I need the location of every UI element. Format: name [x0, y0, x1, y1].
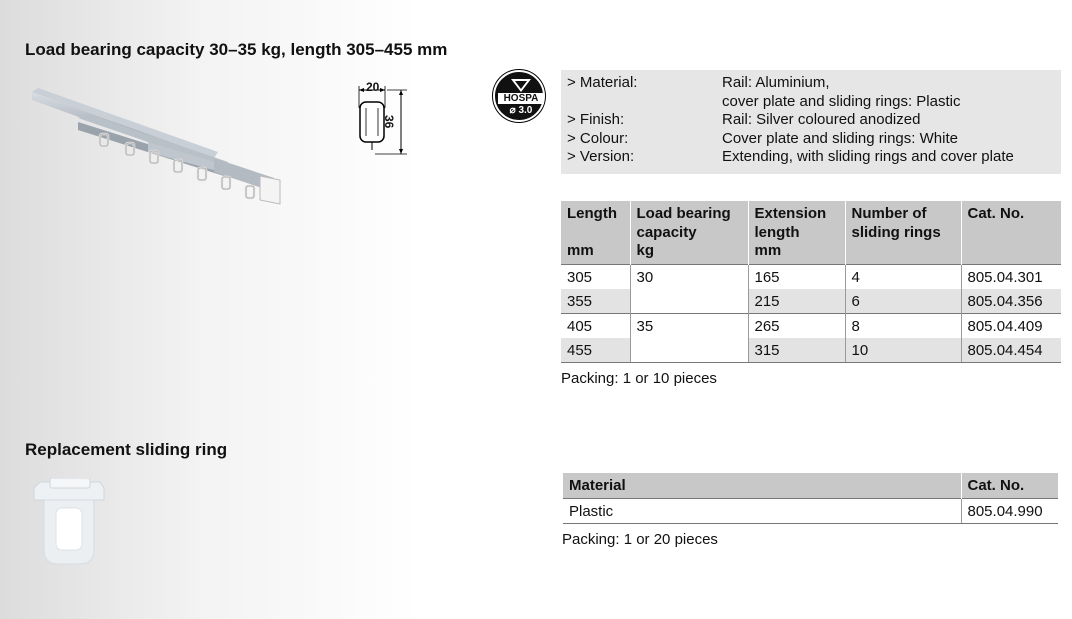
table-cell: 805.04.301: [961, 264, 1061, 289]
table-cell: 355: [561, 289, 630, 314]
table-header-row: [561, 201, 1061, 264]
header-sliding-rings: Number of sliding rings: [845, 201, 961, 264]
table-cell: [630, 289, 748, 314]
table-cell: 10: [845, 338, 961, 363]
packing-info: Packing: 1 or 10 pieces: [561, 370, 717, 387]
spec-value: cover plate and sliding rings: Plastic: [722, 92, 961, 110]
table-cell: 455: [561, 338, 630, 363]
header-extension-length: Extension length mm: [748, 201, 845, 264]
table-cell: 8: [845, 313, 961, 338]
table-cell: 805.04.454: [961, 338, 1061, 363]
table-cell: 35: [630, 313, 748, 338]
header-load-capacity: Load bearing capacity kg: [630, 201, 748, 264]
table-row: [561, 313, 1061, 338]
ring-table: [563, 473, 1058, 524]
product-table: [561, 201, 1061, 363]
spec-label: > Material:: [567, 74, 638, 91]
rail-image: [28, 80, 288, 215]
header-material: Material: [563, 473, 961, 499]
table-cell: 805.04.990: [961, 499, 1058, 524]
table-cell: 305: [561, 264, 630, 289]
table-header-row: [563, 473, 1058, 499]
table-cell: 805.04.356: [961, 289, 1061, 314]
table-cell: 215: [748, 289, 845, 314]
table-cell: 405: [561, 313, 630, 338]
profile-dimension-drawing: [345, 78, 415, 162]
table-cell: 4: [845, 264, 961, 289]
packing-info-ring: Packing: 1 or 20 pieces: [562, 531, 718, 548]
table-row: [561, 338, 1061, 363]
spec-label: > Version:: [567, 148, 635, 165]
page-title: Load bearing capacity 30–35 kg, length 305–455 mm: [25, 40, 448, 59]
spec-label: > Finish:: [567, 111, 625, 128]
header-length: Length mm: [561, 201, 630, 264]
table-cell: [630, 338, 748, 363]
table-row: [561, 264, 1061, 289]
table-row: [563, 499, 1058, 524]
dimension-width-label: 20: [366, 80, 380, 94]
table-row: [561, 289, 1061, 314]
table-cell: 30: [630, 264, 748, 289]
hospa-logo: [493, 70, 545, 122]
spec-value: Extending, with sliding rings and cover plate: [722, 148, 1014, 165]
specifications-box: [561, 70, 1061, 174]
hospa-logo-text: HOSPA: [503, 93, 539, 104]
header-cat-no: Cat. No.: [961, 201, 1061, 264]
spec-value: Rail: Aluminium,: [722, 74, 830, 91]
sliding-ring-image: [30, 478, 110, 570]
table-cell: Plastic: [563, 499, 961, 524]
header-cat-no: Cat. No.: [961, 473, 1058, 499]
table-cell: 315: [748, 338, 845, 363]
hospa-logo-subtext: ⌀ 3.0: [509, 105, 533, 116]
table-cell: 6: [845, 289, 961, 314]
spec-value: Cover plate and sliding rings: White: [722, 129, 958, 147]
table-cell: 265: [748, 313, 845, 338]
spec-value: Rail: Silver coloured anodized: [722, 111, 921, 128]
dimension-height-label: 36: [382, 115, 396, 129]
section-title-replacement-ring: Replacement sliding ring: [25, 440, 228, 459]
table-cell: 165: [748, 264, 845, 289]
table-cell: 805.04.409: [961, 313, 1061, 338]
spec-label: > Colour:: [567, 129, 629, 147]
